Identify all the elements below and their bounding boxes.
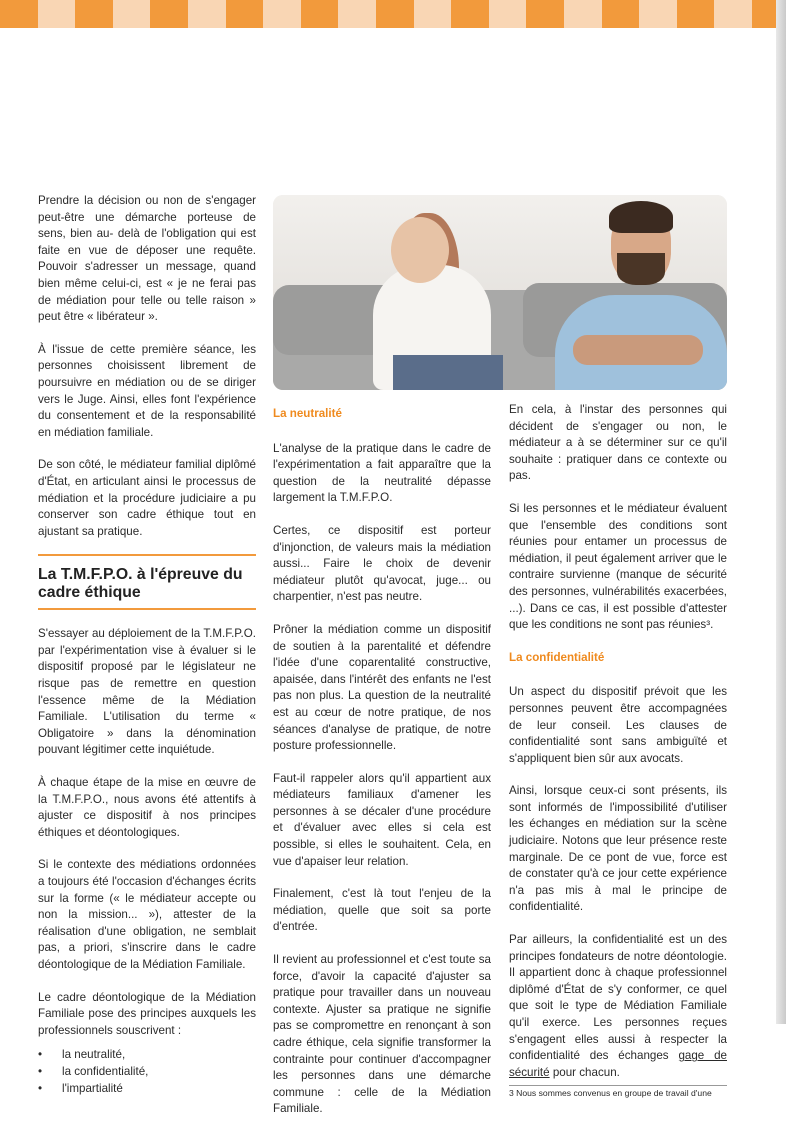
page-edge-shadow bbox=[776, 0, 786, 1024]
band-square bbox=[113, 0, 151, 28]
column-right bbox=[509, 402, 727, 1099]
band-square bbox=[150, 0, 188, 28]
paragraph: Prendre la décision ou non de s'engager peut-être une démarche porteuse de sens, bien au- delà de l'obligation qui est faite en vue de déposer une requête. Pouvoir s'adresser un message, quand bien même celui-ci, est « je ne ferai pas de médiation pour telle ou telle raison » peut être « libérateur ». bbox=[38, 194, 256, 324]
paragraph: À chaque étape de la mise en œuvre de la T.M.F.P.O., nous avons été attentifs à ajuster ce dispositif à nos principes éthiques et déontologiques. bbox=[38, 776, 256, 839]
section-heading: La T.M.F.P.O. à l'épreuve du cadre éthique bbox=[38, 566, 243, 602]
paragraph: S'essayer au déploiement de la T.M.F.P.O. par l'expérimentation vise à évaluer si le dispositif proposé par le législateur ne risque pas de remettre en question l'essence même de la Médiation Familiale. L'utilisation du terme « Obligatoire » dans la dénomination pouvant légitimer cette inquiétude. bbox=[38, 627, 256, 757]
column-middle bbox=[273, 402, 491, 1134]
band-square bbox=[489, 0, 527, 28]
list-item: • l'impartialité bbox=[62, 1081, 256, 1098]
paragraph-text: Par ailleurs, la confidentialité est un des principes fondateurs de notre déontologie. Il appartient donc à chaque professionnel diplômé d'État de s'y conformer, ce quel que soit le type de Médiation Familiale qu'il exerce. Les personnes reçues s'engagent elles aussi à respecter la confidentialité des échanges bbox=[509, 933, 727, 1063]
paragraph: Ainsi, lorsque ceux-ci sont présents, ils sont informés de l'impossibilité d'utiliser les échanges en médiation sur la scène judiciaire. Notons que leur présence reste marginale. De ce pont de vue, force est de constater qu'à ce jour cette expérience n'a pas mis à mal le principe de confidentialité. bbox=[509, 784, 727, 914]
column-left bbox=[38, 193, 256, 1097]
subsection-heading-neutrality: La neutralité bbox=[273, 407, 342, 420]
paragraph: À l'issue de cette première séance, les personnes choisissent librement de poursuivre en médiation ou de se diriger vers le Juge. Ainsi, elles font l'expérience du consentement et de la responsabilité en médiation familiale. bbox=[38, 342, 256, 439]
band-square bbox=[301, 0, 339, 28]
paragraph: Faut-il rappeler alors qu'il appartient aux médiateurs familiaux d'amener les personnes à se décaler d'une procédure et d'évaluer avec elles si cela est possible, si elles le souhaitent. Cela, en vue d'apaiser leur relation. bbox=[273, 771, 491, 868]
band-square bbox=[714, 0, 752, 28]
band-square bbox=[188, 0, 226, 28]
band-square bbox=[526, 0, 564, 28]
paragraph: De son côté, le médiateur familial diplômé d'État, en articulant ainsi le processus de médiation et la procédure judiciaire a pu conserver son cadre éthique tout en ajustant sa pratique. bbox=[38, 458, 256, 538]
band-square bbox=[602, 0, 640, 28]
footnote: 3 Nous sommes convenus en groupe de travail d'une bbox=[509, 1085, 727, 1099]
list-item: • la confidentialité, bbox=[62, 1064, 256, 1081]
paragraph: Finalement, c'est là tout l'enjeu de la médiation, quelle que soit sa porte d'entrée. bbox=[273, 887, 491, 934]
paragraph-text: pour chacun. bbox=[549, 1065, 620, 1079]
heading-rule-top bbox=[38, 554, 256, 556]
paragraph: Si les personnes et le médiateur évaluent que l'ensemble des conditions sont réunies pour entamer un processus de médiation, il peut également arriver que le contraire survienne (manque de sécurité des personnes, vulnérabilités exacerbées, ...). Dans ce cas, il est possible d'attester que les conditions ne sont pas réunies³. bbox=[509, 501, 727, 632]
paragraph: Certes, ce dispositif est porteur d'injonction, de valeurs mais la médiation aussi... Faire le choix de devenir médiateur plutôt qu'avocat, juge... ou charpentier, n'est pas neutre. bbox=[273, 523, 491, 604]
band-square bbox=[677, 0, 715, 28]
band-square bbox=[451, 0, 489, 28]
band-square bbox=[376, 0, 414, 28]
paragraph: En cela, à l'instar des personnes qui décident de s'engager ou non, le médiateur a à se déterminer sur ce qu'il souhaite : pratiquer dans ce contexte ou pas. bbox=[509, 403, 727, 483]
paragraph: Le cadre déontologique de la Médiation Familiale pose des principes auxquels les professionnels souscrivent : bbox=[38, 990, 256, 1037]
paragraph: Un aspect du dispositif prévoit que les personnes peuvent être accompagnées de leur conseil. Les clauses de confidentialité sont sans ambiguïté et s'appliquent bien sûr aux avocats. bbox=[509, 685, 727, 765]
heading-rule-bottom bbox=[38, 608, 256, 610]
band-square bbox=[226, 0, 264, 28]
band-square bbox=[263, 0, 301, 28]
underlined-phrase: gage de sécurité bbox=[509, 1049, 727, 1079]
band-square bbox=[38, 0, 76, 28]
subsection-heading-confidentiality: La confidentialité bbox=[509, 650, 605, 664]
principles-list bbox=[38, 1047, 256, 1097]
band-square bbox=[75, 0, 113, 28]
band-square bbox=[639, 0, 677, 28]
paragraph bbox=[509, 932, 727, 1081]
paragraph: L'analyse de la pratique dans le cadre de l'expérimentation a fait apparaître que la question de la neutralité dépasse largement la T.M.F.P.O. bbox=[273, 441, 491, 505]
band-square bbox=[414, 0, 452, 28]
band-square bbox=[0, 0, 38, 28]
list-item: • la neutralité, bbox=[62, 1047, 256, 1064]
decorative-top-band bbox=[0, 0, 786, 28]
band-square bbox=[338, 0, 376, 28]
couple-on-sofa-photo bbox=[273, 195, 727, 390]
paragraph: Prôner la médiation comme un dispositif de soutien à la parentalité et défendre l'idée d'une coparentalité constructive, apaisée, dans l'intérêt des enfants ne l'est pas non plus. La question de la neutralité est au cœur de notre pratique, de nos séances d'analyse de pratique, de notre posture professionnelle. bbox=[273, 622, 491, 753]
paragraph: Si le contexte des médiations ordonnées a toujours été l'occasion d'échanges écrits sur la forme (« le médiateur accepte ou non la mission... »), attester de la réalisation d'une obligation, ne semblait pas, a priori, s'inscrire dans le cadre déontologique de la Médiation Familiale. bbox=[38, 858, 256, 971]
paragraph: Il revient au professionnel et c'est toute sa force, d'avoir la capacité d'ajuster sa pratique pour travailler dans un nouveau contexte. Ajuster sa pratique ne signifie pas se compromettre en renonçant à son cadre éthique, cela signifie transformer la contrainte pour continuer d'accompagner les personnes dans une démarche commune : celle de la Médiation Familiale. bbox=[273, 953, 491, 1116]
band-square bbox=[564, 0, 602, 28]
